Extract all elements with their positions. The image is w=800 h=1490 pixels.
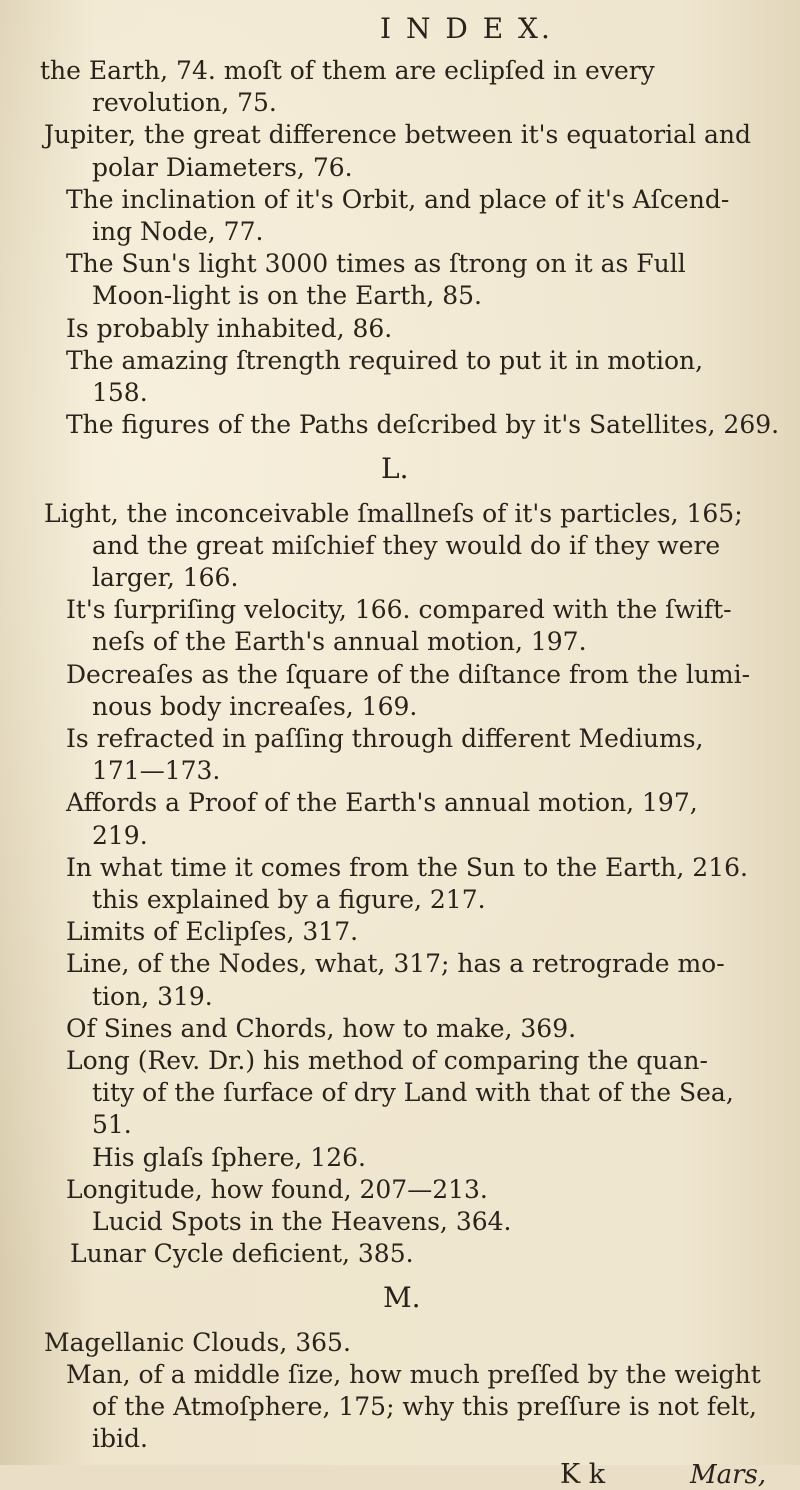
index-line: Affords a Proof of the Earth's annual motion, 197, [66, 788, 698, 817]
index-line: tion, 319. [92, 982, 213, 1011]
index-line: revolution, 75. [92, 88, 277, 117]
index-line: Is refracted in paſſing through different Mediums, [66, 724, 704, 753]
signature-mark: K k [560, 1459, 606, 1490]
index-line: Lunar Cycle deficient, 385. [70, 1239, 414, 1268]
index-line: It's ſurpriſing velocity, 166. compared with the ſwift- [66, 595, 732, 624]
index-line: of the Atmoſphere, 175; why this preſſure is not felt, [92, 1392, 757, 1421]
section-letter: M. [383, 1281, 421, 1314]
index-line: Man, of a middle ſize, how much preſſed by the weight [66, 1360, 761, 1389]
index-line: nous body increaſes, 169. [92, 692, 418, 721]
index-line: In what time it comes from the Sun to the Earth, 216. [66, 853, 748, 882]
index-line: ibid. [92, 1424, 148, 1453]
index-line: His glaſs ſphere, 126. [92, 1143, 366, 1172]
index-line: 51. [92, 1110, 132, 1139]
page-header: I N D E X. [380, 12, 553, 45]
index-line: neſs of the Earth's annual motion, 197. [92, 627, 587, 656]
index-line: Magellanic Clouds, 365. [44, 1328, 351, 1357]
index-line: Moon-light is on the Earth, 85. [92, 281, 483, 310]
index-line: polar Diameters, 76. [92, 153, 353, 182]
index-line: The inclination of it's Orbit, and place of it's Aſcend- [66, 185, 730, 214]
index-line: Is probably inhabited, 86. [66, 314, 393, 343]
index-line: the Earth, 74. moſt of them are eclipſed in every [40, 56, 655, 85]
index-line: Decreaſes as the ſquare of the diſtance from the lumi- [66, 660, 751, 689]
index-line: The figures of the Paths deſcribed by it's Satellites, 269. [66, 410, 780, 439]
index-line: Of Sines and Chords, how to make, 369. [66, 1014, 577, 1043]
index-line: Line, of the Nodes, what, 317; has a retrograde mo- [66, 949, 725, 978]
index-line: Limits of Eclipſes, 317. [66, 917, 359, 946]
index-line: 171—173. [92, 756, 221, 785]
catchword: Mars, [690, 1460, 767, 1490]
index-line: ing Node, 77. [92, 217, 264, 246]
index-line: 158. [92, 378, 148, 407]
index-line: The Sun's light 3000 times as ſtrong on it as Full [66, 249, 686, 278]
index-line: Jupiter, the great difference between it's equatorial and [44, 120, 752, 149]
section-letter: L. [381, 452, 409, 485]
index-line: and the great miſchief they would do if they were [92, 531, 721, 560]
index-line: Long (Rev. Dr.) his method of comparing the quan- [66, 1046, 708, 1075]
index-line: Light, the inconceivable ſmallneſs of it's particles, 165; [44, 499, 743, 528]
index-line: 219. [92, 821, 148, 850]
index-line: The amazing ſtrength required to put it in motion, [66, 346, 704, 375]
index-line: tity of the ſurface of dry Land with that of the Sea, [92, 1078, 734, 1107]
index-line: Lucid Spots in the Heavens, 364. [92, 1207, 512, 1236]
index-line: this explained by a figure, 217. [92, 885, 486, 914]
index-line: larger, 166. [92, 563, 239, 592]
index-line: Longitude, how found, 207—213. [66, 1175, 488, 1204]
